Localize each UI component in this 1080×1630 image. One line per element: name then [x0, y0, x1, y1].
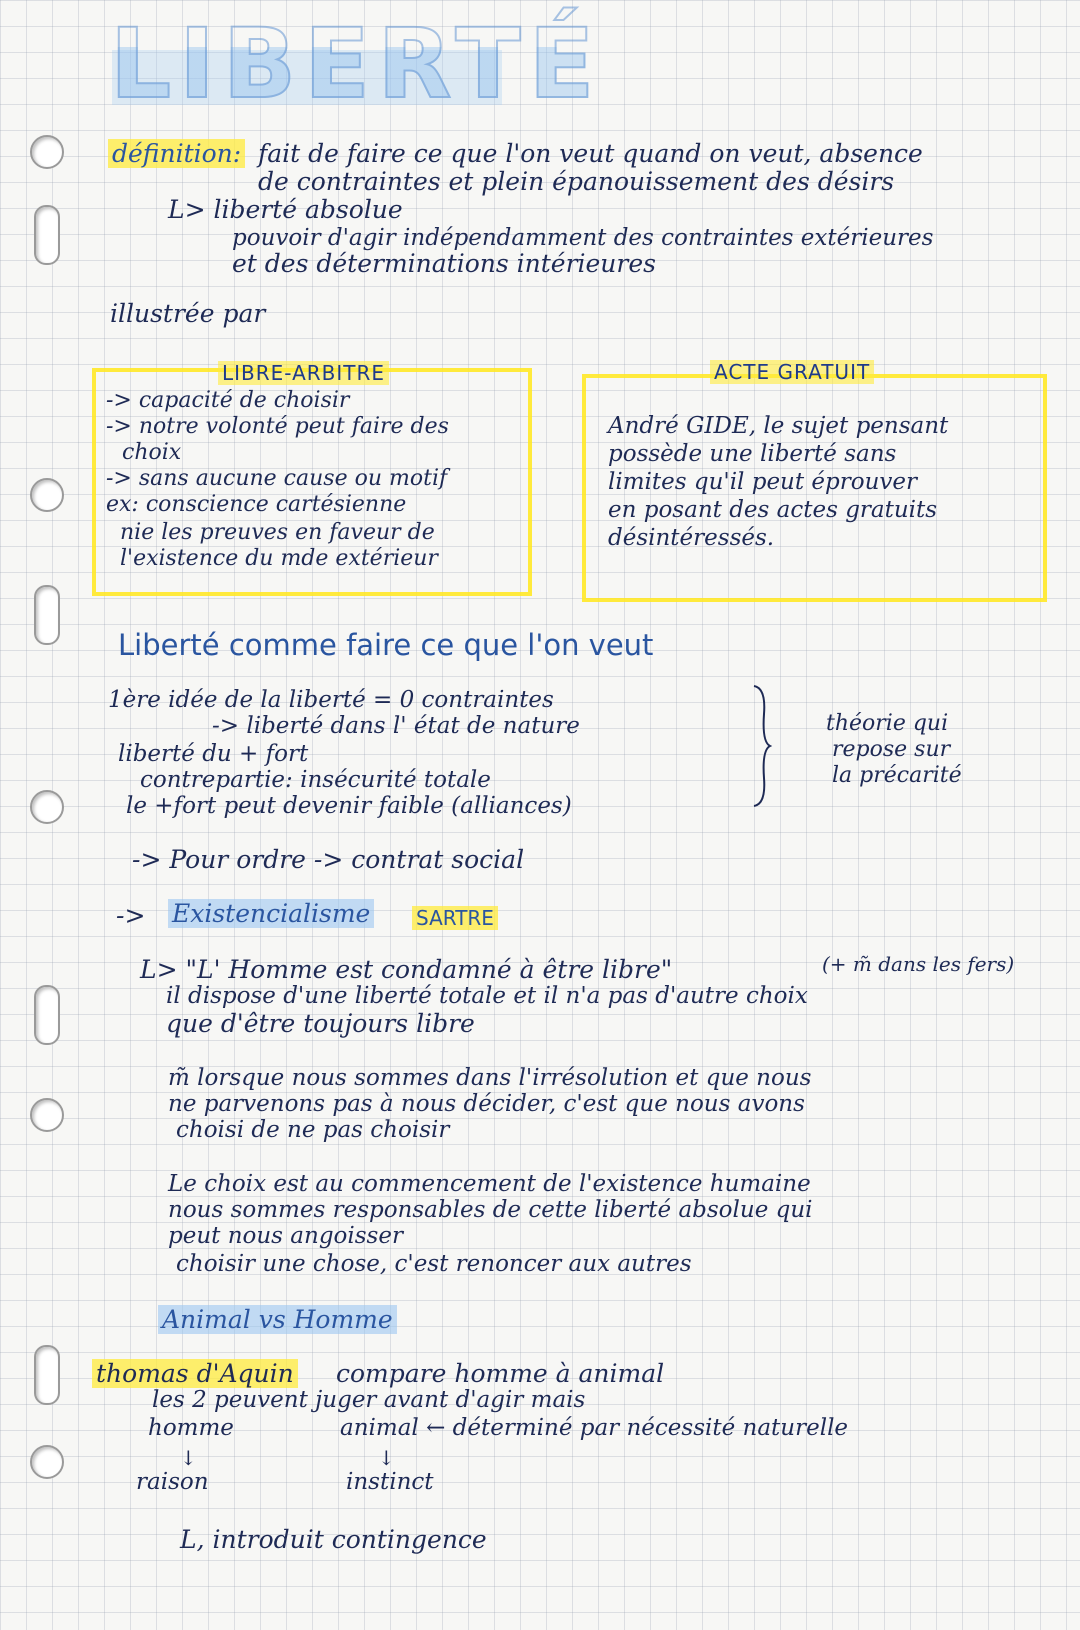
curly-brace: [752, 684, 772, 808]
existentialisme-line: il dispose d'une liberté totale et il n'a pas d'autre choix: [166, 983, 808, 1009]
binder-hole: [34, 1345, 60, 1405]
existentialisme-arrow: ->: [116, 901, 146, 930]
section-line: le +fort peut devenir faible (alliances): [126, 793, 572, 819]
paragraph-line: m̃ lorsque nous sommes dans l'irrésolution et que nous: [168, 1065, 812, 1091]
acte-gratuit-line: désintéressés.: [608, 525, 775, 551]
down-arrow: ↓: [378, 1446, 395, 1470]
animal-heading: Animal vs Homme: [158, 1306, 397, 1334]
brace-note: repose sur: [832, 737, 951, 762]
homme-label: homme: [148, 1415, 234, 1441]
definition-line: et des déterminations intérieures: [232, 249, 656, 278]
page-title: LIBERTÉ: [110, 8, 603, 120]
binder-hole: [34, 205, 60, 265]
brace-note: la précarité: [832, 763, 962, 788]
existentialisme-line: que d'être toujours libre: [166, 1009, 475, 1038]
animal-line: compare homme à animal: [336, 1359, 665, 1388]
brace-note: théorie qui: [826, 711, 949, 736]
binder-hole: [34, 985, 60, 1045]
sartre-label: SARTRE: [412, 904, 498, 932]
section-line: contrepartie: insécurité totale: [140, 767, 491, 793]
definition-line: de contraintes et plein épanouissement des désirs: [258, 167, 895, 196]
raison-label: raison: [136, 1469, 209, 1495]
animal-label: animal ← déterminé par nécessité naturelle: [340, 1415, 849, 1441]
libre-arbitre-line: -> capacité de choisir: [106, 388, 350, 413]
libre-arbitre-line: choix: [122, 440, 182, 465]
libre-arbitre-title: LIBRE-ARBITRE: [218, 361, 389, 385]
animal-line: les 2 peuvent juger avant d'agir mais: [152, 1387, 586, 1413]
acte-gratuit-title: ACTE GRATUIT: [710, 360, 874, 384]
binder-hole: [30, 478, 64, 512]
paragraph-line: peut nous angoisser: [168, 1223, 403, 1249]
down-arrow: ↓: [180, 1446, 197, 1470]
sartre-note: (+ m̃ dans les fers): [822, 952, 1015, 976]
acte-gratuit-line: limites qu'il peut éprouver: [608, 469, 918, 495]
section-line: liberté du + fort: [118, 741, 309, 767]
binder-hole: [30, 135, 64, 169]
section-line: -> liberté dans l' état de nature: [212, 713, 580, 739]
existentialisme-label: Existencialisme: [168, 900, 374, 928]
section-line: 1ère idée de la liberté = 0 contraintes: [108, 687, 554, 713]
pour-ordre-line: -> Pour ordre -> contrat social: [132, 845, 525, 874]
libre-arbitre-line: -> sans aucune cause ou motif: [106, 466, 448, 491]
libre-arbitre-line: ex: conscience cartésienne: [106, 492, 407, 517]
binder-hole: [30, 1098, 64, 1132]
contingence-line: L, introduit contingence: [180, 1525, 487, 1554]
binder-hole: [30, 790, 64, 824]
binder-hole: [34, 585, 60, 645]
libre-arbitre-line: l'existence du mde extérieur: [120, 546, 438, 571]
definition-line: fait de faire ce que l'on veut quand on veut, absence: [258, 139, 923, 168]
libre-arbitre-line: nie les preuves en faveur de: [120, 520, 435, 545]
acte-gratuit-line: possède une liberté sans: [608, 441, 897, 467]
paragraph-line: choisir une chose, c'est renoncer aux autres: [176, 1251, 692, 1277]
illustree-label: illustrée par: [110, 299, 266, 328]
instinct-label: instinct: [346, 1469, 434, 1495]
paragraph-line: nous sommes responsables de cette liberté absolue qui: [168, 1197, 813, 1223]
definition-label: définition:: [108, 140, 245, 168]
definition-line: pouvoir d'agir indépendamment des contraintes extérieures: [232, 225, 934, 251]
aquin-label: thomas d'Aquin: [92, 1360, 298, 1388]
libre-arbitre-line: -> notre volonté peut faire des: [106, 414, 449, 439]
acte-gratuit-line: en posant des actes gratuits: [608, 497, 938, 523]
binder-hole: [30, 1445, 64, 1479]
section-heading: Liberté comme faire ce que l'on veut: [118, 628, 654, 662]
paragraph-line: choisi de ne pas choisir: [176, 1117, 450, 1143]
paragraph-line: ne parvenons pas à nous décider, c'est que nous avons: [168, 1091, 805, 1117]
acte-gratuit-line: André GIDE, le sujet pensant: [608, 413, 949, 439]
sartre-quote: L> "L' Homme est condamné à être libre": [140, 955, 673, 984]
definition-absolue: L> liberté absolue: [168, 195, 403, 224]
paragraph-line: Le choix est au commencement de l'existence humaine: [168, 1171, 811, 1197]
